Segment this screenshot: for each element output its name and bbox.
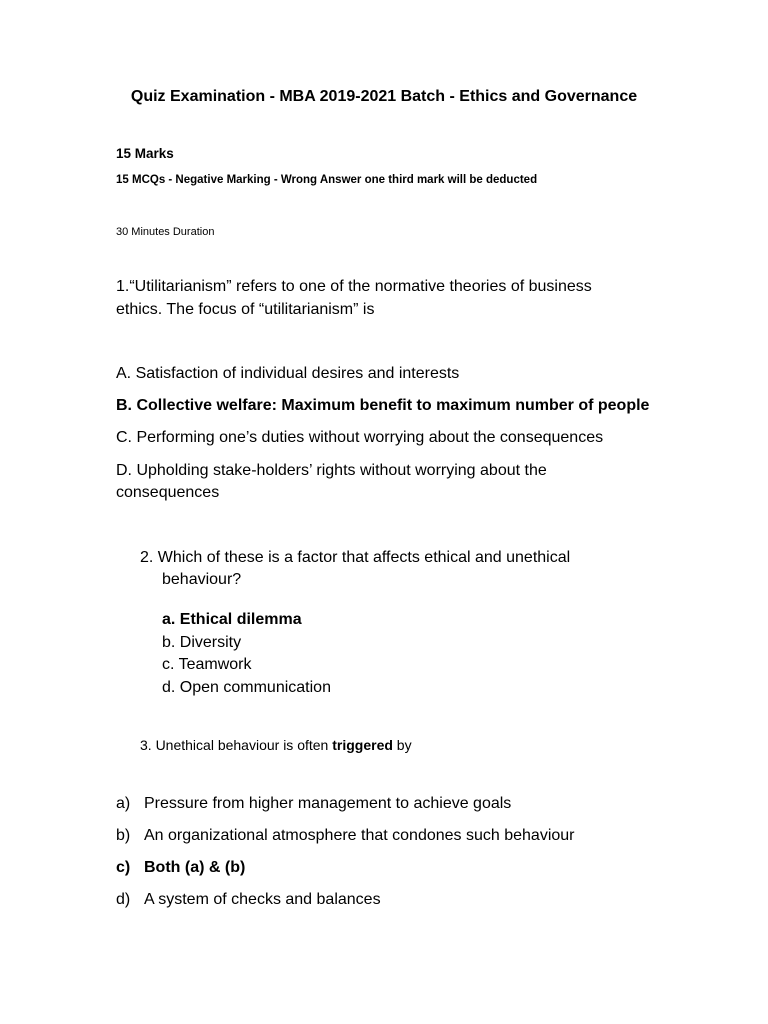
question-1-option-d-continued: consequences xyxy=(116,484,220,501)
question-2-stem-line-1: 2. Which of these is a factor that affects ethical and unethical xyxy=(140,549,571,566)
question-3-option-b xyxy=(116,825,575,848)
option-label: c) xyxy=(116,859,131,876)
question-3-stem-prefix: 3. Unethical behaviour is often xyxy=(140,737,333,753)
question-2-option-c: c. Teamwork xyxy=(162,656,252,673)
question-3-option-c xyxy=(116,857,245,880)
page-title: Quiz Examination - MBA 2019-2021 Batch - Ethics and Governance xyxy=(130,88,638,105)
question-1-option-a: A. Satisfaction of individual desires and interests xyxy=(116,365,460,382)
question-1-stem-line-1: 1.“Utilitarianism” refers to one of the normative theories of business xyxy=(116,278,592,295)
option-label: a) xyxy=(116,795,131,812)
question-3-stem-suffix: by xyxy=(392,737,412,753)
option-text: A system of checks and balances xyxy=(144,891,381,908)
option-text: Both (a) & (b) xyxy=(144,859,246,876)
marking-rules: 15 MCQs - Negative Marking - Wrong Answer one third mark will be deducted xyxy=(116,174,538,186)
question-2-option-b: b. Diversity xyxy=(162,634,242,651)
option-label: b) xyxy=(116,827,131,844)
option-label: d) xyxy=(116,891,131,908)
question-1-stem-line-2: ethics. The focus of “utilitarianism” is xyxy=(116,301,375,318)
question-3-stem xyxy=(140,737,412,753)
question-3-option-a xyxy=(116,793,511,816)
question-1-option-c: C. Performing one’s duties without worrying about the consequences xyxy=(116,429,604,446)
option-text: An organizational atmosphere that condones such behaviour xyxy=(144,827,575,844)
duration-label: 30 Minutes Duration xyxy=(116,226,215,238)
question-2-option-a: a. Ethical dilemma xyxy=(162,611,302,628)
option-text: Pressure from higher management to achieve goals xyxy=(144,795,512,812)
question-2-stem-line-2: behaviour? xyxy=(162,571,242,588)
question-3-option-d xyxy=(116,889,381,912)
question-1-option-b: B. Collective welfare: Maximum benefit to maximum number of people xyxy=(116,397,650,414)
marks-label: 15 Marks xyxy=(116,146,174,161)
question-1-option-d: D. Upholding stake-holders’ rights without worrying about the xyxy=(116,462,547,479)
question-2-option-d: d. Open communication xyxy=(162,679,331,696)
question-3-stem-emphasis: triggered xyxy=(332,737,393,753)
